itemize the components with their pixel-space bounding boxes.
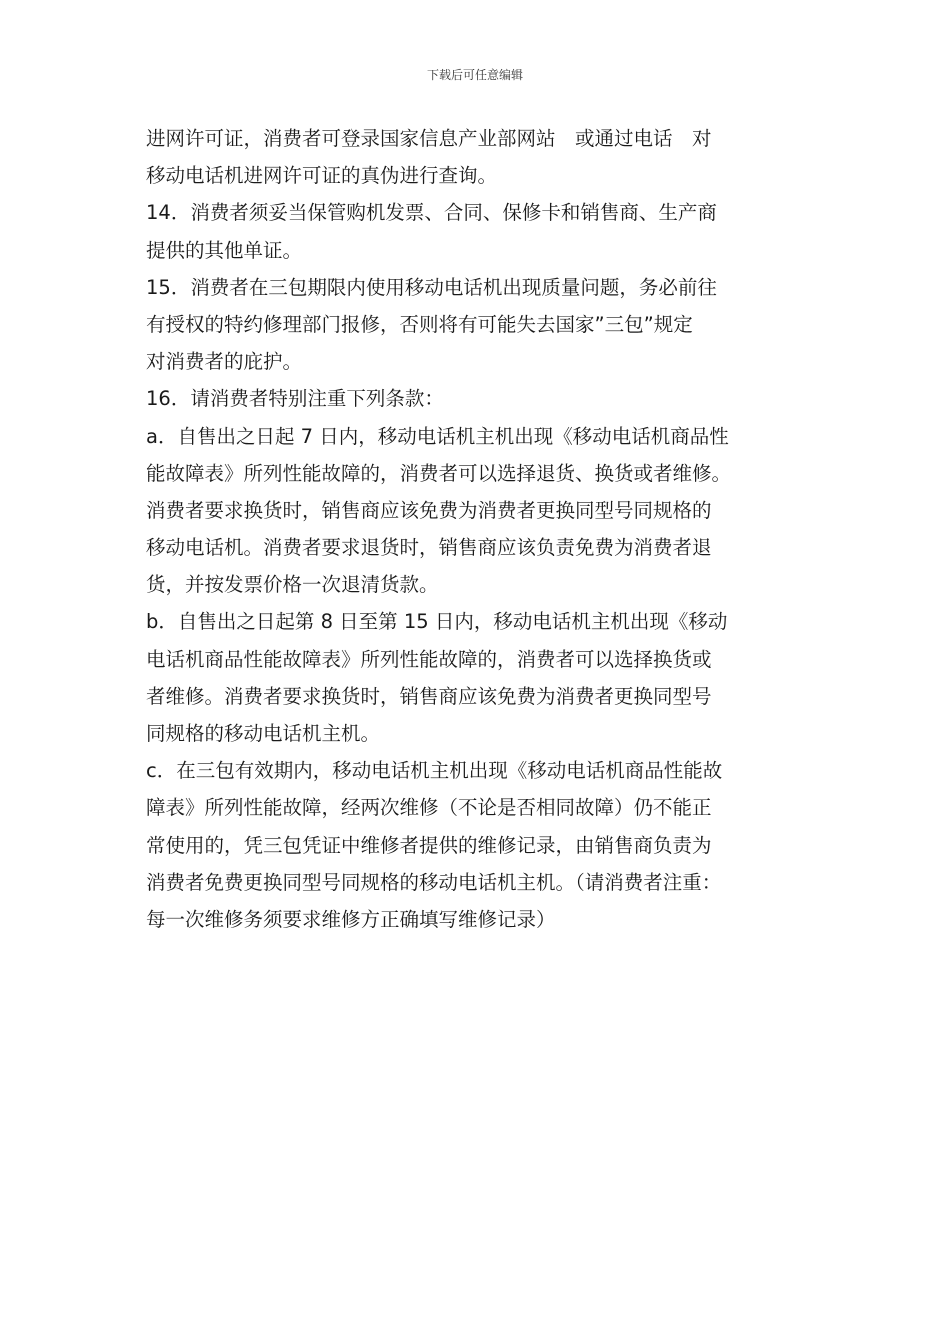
text-line: [146, 603, 816, 640]
text-line: [146, 492, 816, 529]
document-body: [146, 120, 816, 938]
text-line-content: 16．请消费者特别注重下列条款：: [146, 387, 444, 411]
text-line-content: 提供的其他单证。: [146, 238, 303, 262]
page-header: 下载后可任意编辑: [426, 68, 523, 82]
text-line-content: 障表》所列性能故障，经两次维修（不论是否相同故障）仍不能正: [146, 796, 712, 820]
text-line-content: c．在三包有效期内，移动电话机主机出现《移动电话机商品性能故: [146, 759, 723, 783]
text-line-content: b．自售出之日起第 8 日至第 15 日内，移动电话机主机出现《移动: [146, 610, 728, 634]
text-line-content: 消费者免费更换同型号同规格的移动电话机主机。（请消费者注重：: [146, 870, 722, 894]
text-line-content: 者维修。消费者要求换货时，销售商应该免费为消费者更换同型号: [146, 684, 712, 708]
text-line: [146, 641, 816, 678]
text-line: [146, 343, 816, 380]
text-line-content: 每一次维修务须要求维修方正确填写维修记录）: [146, 907, 556, 931]
text-line: [146, 789, 816, 826]
text-line-content: a．自售出之日起 7 日内，移动电话机主机出现《移动电话机商品性: [146, 424, 729, 448]
text-line: [146, 566, 816, 603]
text-line: [146, 232, 816, 269]
text-line-content: 电话机商品性能故障表》所列性能故障的，消费者可以选择换货或: [146, 647, 712, 671]
text-line-content: 移动电话机进网许可证的真伪进行查询。: [146, 164, 498, 188]
text-line-content: 有授权的特约修理部门报修，否则将有可能失去国家”三包”规定: [146, 312, 693, 336]
text-line-content: 对消费者的庇护。: [146, 350, 303, 374]
text-line: [146, 827, 816, 864]
text-line: [146, 306, 816, 343]
text-line-content: 货，并按发票价格一次退清货款。: [146, 573, 439, 597]
text-line: [146, 715, 816, 752]
text-line-content: 移动电话机。消费者要求退货时，销售商应该负责免费为消费者退: [146, 536, 712, 560]
text-line: [146, 418, 816, 455]
text-line-content: 消费者要求换货时，销售商应该免费为消费者更换同型号同规格的: [146, 498, 712, 522]
text-line: [146, 864, 816, 901]
text-line-content: 14．消费者须妥当保管购机发票、合同、保修卡和销售商、生产商: [146, 201, 717, 225]
text-line: [146, 529, 816, 566]
text-line-content: 15．消费者在三包期限内使用移动电话机出现质量问题，务必前往: [146, 275, 717, 299]
text-line: [146, 380, 816, 417]
text-line: [146, 678, 816, 715]
text-line: [146, 752, 816, 789]
text-line-content: 同规格的移动电话机主机。: [146, 722, 381, 745]
text-line: [146, 901, 816, 938]
text-line: [146, 455, 816, 492]
text-line-content: 进网许可证，消费者可登录国家信息产业部网站 或通过电话 对: [146, 127, 712, 150]
text-line-content: 能故障表》所列性能故障的，消费者可以选择退货、换货或者维修。: [146, 461, 732, 485]
text-line: [146, 157, 816, 194]
text-line-content: 常使用的，凭三包凭证中维修者提供的维修记录，由销售商负责为: [146, 833, 712, 857]
text-line: [146, 269, 816, 306]
text-line: [146, 194, 816, 231]
text-line: [146, 120, 816, 157]
